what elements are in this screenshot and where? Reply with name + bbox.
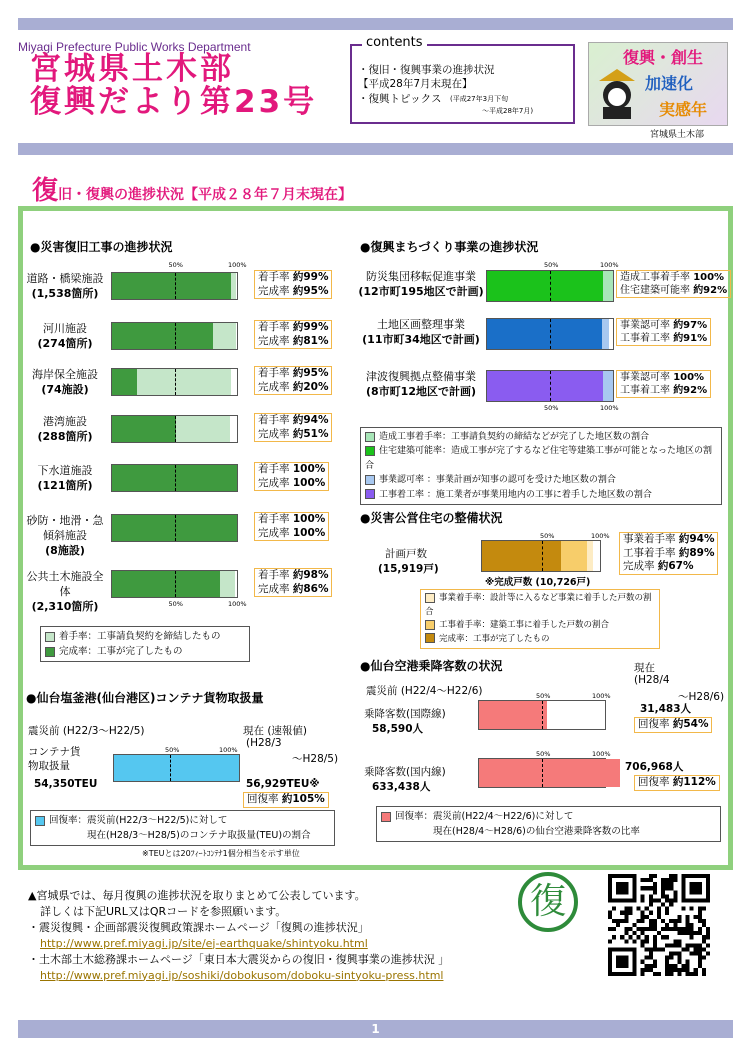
disaster-rates xyxy=(254,320,332,349)
tick-100: 100% xyxy=(592,692,611,700)
done-rate-value: 約95% xyxy=(292,284,329,297)
start-rate-value: 約94% xyxy=(292,414,329,426)
done-rate xyxy=(258,477,325,491)
town-row-name: 土地区画整理事業 xyxy=(377,318,465,331)
port-item: コンテナ貨物取扱量 xyxy=(28,746,81,773)
disaster-row-label xyxy=(24,570,106,615)
town-heading: ●復興まちづくり事業の進捗状況 xyxy=(360,240,539,254)
start-rate-label: 着手率 xyxy=(258,321,293,333)
start-rate xyxy=(258,513,325,527)
section-title-initial: 復 xyxy=(32,176,59,206)
disaster-row-label xyxy=(24,322,106,352)
disaster-bar xyxy=(111,368,238,396)
town-bar-rate2 xyxy=(487,319,602,349)
airport-recovery-value: 約54% xyxy=(672,718,709,730)
housing-rates: 事業着手率 約94% 工事着手率 約89% 完成率 約67% xyxy=(619,532,718,575)
start-rate xyxy=(258,271,328,285)
contents-line: ～平成28年7月) xyxy=(482,107,534,115)
disaster-row-name: 海岸保全施設 xyxy=(32,368,98,381)
town-row-area: (12市町195地区で計画) xyxy=(358,284,484,298)
title-line2: 復興だより第23号 xyxy=(30,84,318,120)
town-rate1 xyxy=(620,371,707,384)
legend-start: 着手率：工事請負契約を締結したもの xyxy=(59,631,221,642)
start-rate-value: 約95% xyxy=(292,367,329,379)
port-footnote: ※TEUとは20ﾌｨｰﾄｺﾝﾃﾅ1個分相当を示す単位 xyxy=(142,849,300,858)
town-bar-half xyxy=(550,271,551,301)
town-rate1 xyxy=(620,271,727,284)
start-rate xyxy=(258,463,325,477)
port-now-period: (H28/3 xyxy=(246,737,282,749)
start-rate xyxy=(258,414,328,428)
start-rate-label: 着手率 xyxy=(258,463,293,475)
done-rate xyxy=(258,583,328,597)
disaster-row-name: 公共土木施設全体 xyxy=(26,570,104,598)
port-before-label: 震災前 (H22/3～H22/5) xyxy=(28,725,145,737)
start-rate-value: 100% xyxy=(292,463,326,475)
town-rates xyxy=(616,270,731,298)
disaster-bar-half xyxy=(175,571,176,597)
start-rate-value: 約98% xyxy=(292,569,329,581)
disaster-legend xyxy=(40,626,250,662)
tick-100: 100% xyxy=(600,261,619,269)
town-rate1-label: 造成工事着手率 xyxy=(620,272,694,283)
airport-recovery-label: 回復率 xyxy=(638,718,673,730)
header-band xyxy=(18,143,733,155)
badge-word: 復興・創生 xyxy=(623,48,704,67)
disaster-bar xyxy=(111,272,238,300)
disaster-bar-half xyxy=(175,515,176,541)
disaster-row-name: 砂防・地滑・急傾斜施設 xyxy=(26,514,104,542)
done-rate-label: 完成率 xyxy=(258,582,293,595)
port-bar xyxy=(113,754,240,782)
town-rates xyxy=(616,318,711,346)
start-rate-label: 着手率 xyxy=(258,513,293,525)
done-rate-value: 100% xyxy=(292,526,326,539)
disaster-rates xyxy=(254,512,329,541)
badge-word: 実感年 xyxy=(659,100,708,119)
town-rate2-value: 約92% xyxy=(693,285,728,296)
port-now-period: ～H28/5) xyxy=(292,753,339,765)
done-rate-label: 完成率 xyxy=(258,427,293,440)
start-rate-label: 着手率 xyxy=(258,271,293,283)
town-rate1-label: 事業認可率 xyxy=(620,372,674,383)
disaster-row-name: 港湾施設 xyxy=(43,415,87,428)
town-bar xyxy=(486,270,614,302)
town-row-name: 防災集団移転促進事業 xyxy=(366,270,476,283)
port-now-label: 現在 (速報値) xyxy=(243,725,308,737)
port-recovery: 回復率 約105% xyxy=(243,792,329,808)
disaster-row-label xyxy=(24,368,106,398)
contents-line: 【平成28年7月末現在】 xyxy=(358,78,473,90)
qr-code-icon[interactable] xyxy=(608,874,710,976)
port-bar-fill xyxy=(114,755,239,781)
disaster-rates xyxy=(254,413,332,442)
url-shintyoku[interactable]: http://www.pref.miyagi.jp/site/ej-earthquake/shintyoku.html xyxy=(40,936,368,950)
done-rate-value: 約86% xyxy=(292,582,329,595)
start-rate-label: 着手率 xyxy=(258,414,293,426)
airport-legend: 回復率：震災前(H22/4～H22/6)に対して 現在(H28/4～H28/6)の仙台空港乗降客数の比率 xyxy=(376,806,721,842)
airport-bar-half xyxy=(542,759,543,787)
done-rate-label: 完成率 xyxy=(258,476,293,489)
housing-plan-label: 計画戸数 xyxy=(385,548,427,560)
disaster-heading: ●災害復旧工事の進捗状況 xyxy=(30,240,173,254)
port-heading: ●仙台塩釜港(仙台港区)コンテナ貨物取扱量 xyxy=(26,691,264,705)
town-row-area: (11市町34地区で計画) xyxy=(362,332,480,346)
disaster-bar-half xyxy=(175,323,176,349)
port-legend: 回復率：震災前(H22/3～H22/5)に対して 現在(H28/3～H28/5)のコンテナ取扱量(TEU)の割合 xyxy=(30,810,335,846)
disaster-bar-done xyxy=(112,571,220,597)
disaster-bar-done xyxy=(112,323,213,349)
title-line1: 宮城県土木部 xyxy=(30,51,234,87)
town-row-name: 津波復興拠点整備事業 xyxy=(366,370,476,383)
disaster-row-count: (1,538箇所) xyxy=(31,286,99,300)
tick-100: 100% xyxy=(600,404,619,412)
disaster-row-label xyxy=(24,415,106,445)
airport-recovery-value: 約112% xyxy=(672,776,716,788)
housing-legend: 事業着手率：設計等に入るなど事業に着手した戸数の割合 工事着手率：建築工事に着手した戸数の割合 完成率：工事が完了したもの xyxy=(420,589,660,649)
contents-line: (平成27年3月下旬 xyxy=(450,95,509,103)
disaster-rates xyxy=(254,366,332,395)
start-rate-label: 着手率 xyxy=(258,569,293,581)
start-rate-value: 約99% xyxy=(292,271,329,283)
tick-50: 50% xyxy=(540,532,555,540)
slogan-badge xyxy=(588,42,728,126)
done-rate-label: 完成率 xyxy=(258,526,293,539)
tick-50: 50% xyxy=(544,261,559,269)
disaster-bar-done xyxy=(112,369,137,395)
town-bar xyxy=(486,318,614,350)
airport-row-before: 58,590人 xyxy=(372,723,424,735)
url-doboku[interactable]: http://www.pref.miyagi.jp/soshiki/dobokusom/doboku-sintyoku-press.html xyxy=(40,968,444,982)
start-rate xyxy=(258,367,328,381)
airport-heading: ●仙台空港乗降客数の状況 xyxy=(360,659,503,673)
disaster-bar-half xyxy=(175,369,176,395)
done-rate-value: 100% xyxy=(292,476,326,489)
disaster-rates xyxy=(254,568,332,597)
town-rate1-label: 事業認可率 xyxy=(620,320,674,331)
tick-100: 100% xyxy=(228,261,247,269)
airport-recovery xyxy=(634,717,712,733)
start-rate xyxy=(258,321,328,335)
housing-plan-value: (15,919戸) xyxy=(378,563,439,575)
town-rate1-value: 約97% xyxy=(673,320,708,331)
airport-row-name: 乗降客数(国内線) xyxy=(364,766,446,778)
done-rate xyxy=(258,527,325,541)
disaster-bar-done xyxy=(112,416,176,442)
contents-label: contents xyxy=(362,35,427,50)
housing-heading: ●災害公営住宅の整備状況 xyxy=(360,511,503,525)
legend-done: 完成率：工事が完了したもの xyxy=(59,646,183,658)
done-rate-label: 完成率 xyxy=(258,284,293,297)
town-bar-half xyxy=(550,319,551,349)
town-bar-half xyxy=(550,371,551,401)
contents-line: ・復旧・復興事業の進捗状況 xyxy=(358,64,495,76)
town-row-label xyxy=(356,318,486,348)
top-band xyxy=(18,18,733,30)
town-rate1 xyxy=(620,319,707,332)
disaster-bar xyxy=(111,514,238,542)
disaster-row-name: 河川施設 xyxy=(43,322,87,335)
disaster-row-count: (8施設) xyxy=(45,543,85,557)
tick-50: 50% xyxy=(544,404,559,412)
start-rate-value: 約99% xyxy=(292,321,329,333)
port-before-value: 54,350TEU xyxy=(34,778,98,790)
airport-recovery xyxy=(634,775,720,791)
disaster-row-count: (74施設) xyxy=(41,382,89,396)
disaster-rates xyxy=(254,270,332,299)
done-rate-value: 約81% xyxy=(292,334,329,347)
town-rate2-value: 約91% xyxy=(673,333,708,344)
tick-50: 50% xyxy=(168,261,183,269)
airport-recovery-label: 回復率 xyxy=(638,776,673,788)
town-rate2 xyxy=(620,332,707,345)
town-rate2-value: 約92% xyxy=(673,385,708,396)
disaster-row-name: 道路・橋梁施設 xyxy=(26,272,104,285)
disaster-bar xyxy=(111,464,238,492)
airport-now-period: (H28/4 xyxy=(634,674,670,686)
town-rate1-value: 100% xyxy=(693,272,725,283)
section-title xyxy=(32,170,352,207)
badge-org: 宮城県土木部 xyxy=(650,130,705,140)
town-bar xyxy=(486,370,614,402)
done-rate xyxy=(258,381,328,395)
fukko-seal-icon: 復 xyxy=(518,872,578,932)
done-rate-value: 約20% xyxy=(292,380,329,393)
airport-row-before: 633,438人 xyxy=(372,781,431,793)
disaster-row-count: (2,310箇所) xyxy=(31,599,99,613)
disaster-rates xyxy=(254,462,329,491)
tick-100: 100% xyxy=(592,750,611,758)
airport-bar xyxy=(478,758,606,788)
done-rate xyxy=(258,428,328,442)
housing-bar xyxy=(481,540,601,572)
disaster-row-name: 下水道施設 xyxy=(37,464,93,477)
disaster-bar-done xyxy=(112,273,231,299)
done-rate-value: 約51% xyxy=(292,427,329,440)
disaster-bar-half xyxy=(175,273,176,299)
disaster-row-count: (288箇所) xyxy=(37,429,93,443)
town-bar-rate2 xyxy=(487,371,603,401)
done-rate xyxy=(258,285,328,299)
disaster-row-count: (121箇所) xyxy=(37,478,93,492)
airport-now-period: ～H28/6) xyxy=(678,691,725,703)
tick-50: 50% xyxy=(536,692,551,700)
start-rate-label: 着手率 xyxy=(258,367,293,379)
disaster-bar-half xyxy=(175,416,176,442)
town-rate1-value: 100% xyxy=(673,372,705,383)
page-number: 1 xyxy=(18,1020,733,1038)
airport-row-now: 31,483人 xyxy=(640,703,692,715)
tick-100: 100% xyxy=(219,746,238,754)
port-now-value: 56,929TEU※ xyxy=(246,778,320,790)
tick-50: 50% xyxy=(536,750,551,758)
town-rate2 xyxy=(620,284,727,297)
town-bar-rate2 xyxy=(487,271,603,301)
footer-note: ▲宮城県では、毎月復興の進捗状況を取りまとめて公表しています。 詳しくは下記URL又はQRコードを参照願います。 ・震災復興・企画部震災復興政策課ホームページ「復興の進捗状況」 http://www.pref.miyagi.jp/site/ej-earthquake/shintyoku.html ・土木部土木総務課ホームページ「東日本大震災からの復旧・復興事業の進捗状況 」 http://www.pref.miyagi.jp/soshiki/dobokusom/doboku-sintyoku-press.html xyxy=(28,889,450,982)
tick-50: 50% xyxy=(165,746,180,754)
disaster-bar xyxy=(111,570,238,598)
airport-bar-fill xyxy=(479,701,547,729)
mascot-icon xyxy=(595,67,639,121)
airport-row-now: 706,968人 xyxy=(625,761,684,773)
disaster-row-count: (274箇所) xyxy=(37,336,93,350)
airport-before-label: 震災前 (H22/4～H22/6) xyxy=(366,685,483,697)
town-rate2-label: 住宅建築可能率 xyxy=(620,285,694,296)
done-rate xyxy=(258,335,328,349)
contents-line: ・復興トピックス xyxy=(358,93,442,105)
disaster-bar xyxy=(111,415,238,443)
town-row-label xyxy=(356,270,486,300)
town-row-label xyxy=(356,370,486,400)
disaster-row-label xyxy=(24,514,106,559)
town-rate2-label: 工事着工率 xyxy=(620,385,674,396)
airport-bar-fill xyxy=(479,759,620,787)
town-rate2 xyxy=(620,384,707,397)
start-rate xyxy=(258,569,328,583)
tick-100: 100% xyxy=(228,600,247,608)
disaster-bar-half xyxy=(175,465,176,491)
town-rate2-label: 工事着工率 xyxy=(620,333,674,344)
badge-word: 加速化 xyxy=(645,74,694,93)
town-legend: 造成工事着手率：工事請負契約の締結などが完了した地区数の割合 住宅建築可能率：造成工事が完了するなど住宅等建築工事が可能となった地区の割合 事業認可率 ：事業計画が知事の認可を受けた地区数の割合 工事着工率 ：施工業者が事業用地内の工事に着手した地区数の割合 xyxy=(360,427,722,505)
disaster-row-label xyxy=(24,464,106,494)
start-rate-value: 100% xyxy=(292,513,326,525)
done-rate-label: 完成率 xyxy=(258,334,293,347)
department-name: Miyagi Prefecture Public Works Department xyxy=(18,40,251,54)
tick-100: 100% xyxy=(591,532,610,540)
contents-box xyxy=(350,35,575,124)
town-row-area: (8市町12地区で計画) xyxy=(365,384,476,398)
airport-now-label: 現在 xyxy=(634,662,655,674)
airport-row-name: 乗降客数(国際線) xyxy=(364,708,446,720)
airport-bar-half xyxy=(542,701,543,729)
housing-completed: ※完成戸数 (10,726戸) xyxy=(485,577,591,588)
disaster-row-label xyxy=(24,272,106,302)
airport-bar xyxy=(478,700,606,730)
section-title-rest: 旧・復興の進捗状況【平成２８年７月末現在】 xyxy=(58,187,353,203)
tick-50: 50% xyxy=(168,600,183,608)
done-rate-label: 完成率 xyxy=(258,380,293,393)
disaster-bar xyxy=(111,322,238,350)
town-rates xyxy=(616,370,711,398)
